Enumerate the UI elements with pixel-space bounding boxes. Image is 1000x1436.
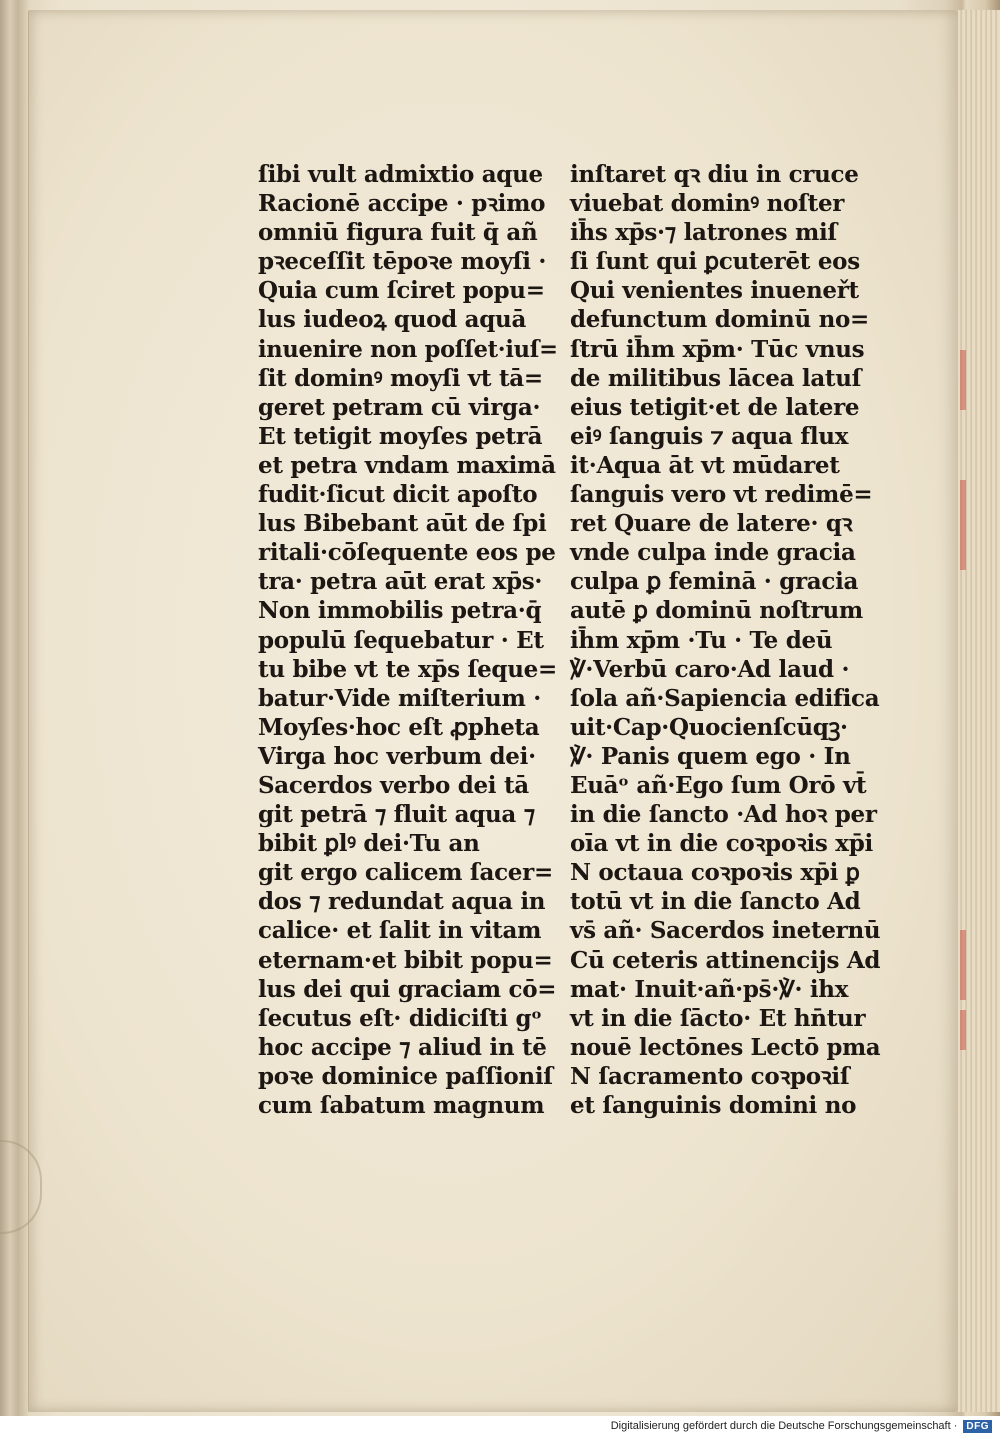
text-line: cum ſabatum magnum	[258, 1092, 545, 1119]
text-line: ſibi vult admixtio aque	[258, 161, 543, 188]
text-line: eiꝰ ſanguis ⁊ aqua flux	[570, 422, 849, 450]
text-line: populū ſequebatur · Et	[258, 626, 544, 654]
text-line: ſanguis vero vt redimē=	[570, 481, 873, 509]
fore-edge	[958, 10, 1000, 1412]
text-line: uit·Cap·Quocienſcūqꝫ·	[570, 713, 848, 741]
text-line: eius tetigit·et de latere	[570, 393, 860, 421]
text-line: omniū figura fuit q̄ añ	[258, 219, 538, 247]
text-line: Non immobilis petra·q̄	[258, 597, 542, 625]
text-line: Qui venientes inueneřt	[570, 277, 859, 305]
text-line: oīa vt in die coꝛpoꝛis xp̄i	[570, 830, 873, 858]
text-line: Sacerdos verbo dei tā	[258, 771, 529, 799]
text-line: geret petram cū virga·	[258, 393, 541, 421]
text-line: batur·Vide miſterium ·	[258, 684, 541, 712]
text-line: git petrā ⁊ fluit aqua ⁊	[258, 801, 535, 829]
text-line: culpa ꝑ feminā · gracia	[570, 568, 859, 596]
text-line: viuebat dominꝰ noſter	[570, 190, 845, 218]
text-line: ſi ſunt qui ꝑcuterēt eos	[570, 248, 860, 276]
text-line: Euāᵒ añ·Ego ſum Orō vt̄	[570, 771, 867, 799]
text-line: in die ſancto ·Ad hoꝛ per	[570, 801, 877, 829]
text-line: hoc accipe ⁊ aliud in tē	[258, 1033, 547, 1061]
text-line: Et tetigit moyſes petrā	[258, 422, 543, 450]
text-line: lus dei qui graciam cō=	[258, 975, 557, 1003]
text-line: dos ⁊ redundat aqua in	[258, 888, 546, 916]
text-line: eternam·et bibit popu=	[258, 946, 553, 974]
text-line: de militibus lācea latuſ	[570, 364, 862, 392]
text-line: totū vt in die ſancto Ad	[570, 888, 861, 916]
text-line: poꝛe dominice paſſioniſ	[258, 1062, 553, 1090]
right-text-column	[570, 160, 880, 1120]
text-line: lus Bibebant aūt de ſpi	[258, 510, 547, 538]
text-line: N octaua coꝛpoꝛis xp̄i ꝑ	[570, 859, 860, 887]
text-line: pꝛeceſſit tēpoꝛe moyſi ·	[258, 248, 547, 276]
text-line: Racionē accipe · pꝛimo	[258, 190, 546, 218]
text-line: it·Aqua āt vt mūdaret	[570, 451, 840, 479]
credit-bar	[0, 1416, 1000, 1436]
text-line: autē ꝑ dominū noſtrum	[570, 597, 863, 625]
text-line: Cū ceteris attinencijs Ad	[570, 946, 881, 974]
text-line: ih̄s xp̄s·⁊ latrones miſ	[570, 219, 838, 247]
text-line: git ergo calicem ſacer=	[258, 859, 553, 887]
text-line: vs̄ añ· Sacerdos ineternū	[570, 917, 881, 945]
text-line: ret Quare de latere· qꝛ	[570, 510, 853, 538]
text-line: et ſanguinis domini no	[570, 1092, 857, 1119]
text-line: Virga hoc verbum dei·	[258, 742, 536, 770]
text-line: defunctum dominū no=	[570, 306, 870, 334]
text-line: mat· Inuit·añ·ps̄·℣· ihx	[570, 975, 849, 1003]
text-line: vnde culpa inde gracia	[570, 539, 856, 567]
text-line: nouē lectōnes Lectō pma	[570, 1033, 881, 1061]
text-line: ſit dominꝰ moyſi vt tā=	[258, 364, 543, 392]
text-line: tra· petra aūt erat xp̄s·	[258, 568, 543, 596]
text-line: Quia cum ſciret popu=	[258, 277, 545, 305]
text-line: bibit ꝑlꝰ dei·Tu an	[258, 830, 480, 858]
text-line: inuenire non poſſet·iuſ=	[258, 335, 558, 363]
text-line: inſtaret qꝛ diu in cruce	[570, 161, 859, 188]
left-text-column	[258, 160, 558, 1120]
text-line: vt in die ſācto· Et hn̄tur	[570, 1004, 866, 1032]
text-line: ritali·cōſequente eos pe	[258, 539, 556, 567]
text-line: fudit·ſicut dicit apoſto	[258, 481, 538, 509]
text-line: calice· et ſalit in vitam	[258, 917, 542, 945]
text-line: tu bibe vt te xp̄s ſeque=	[258, 655, 557, 683]
text-line: ℣·Verbū caro·Ad laud ·	[570, 655, 850, 683]
text-line: ih̄m xp̄m ·Tu · Te deū	[570, 626, 833, 654]
text-line: ſecutus eſt· didiciſti gᵒ	[258, 1004, 542, 1032]
text-line: lus iudeoꝝ quod aquā	[258, 306, 527, 334]
text-line: N ſacramento coꝛpoꝛiſ	[570, 1062, 850, 1090]
text-line: ℣· Panis quem ego · In	[570, 742, 851, 770]
credit-text: Digitalisierung gefördert durch die Deutsche Forschungsgemeinschaft ·	[610, 1420, 958, 1432]
text-line: ſtrū ih̄m xp̄m· Tūc vnus	[570, 335, 865, 363]
text-line: Moyſes·hoc eſt ꝓpheta	[258, 713, 540, 741]
dfg-logo: DFG	[963, 1420, 992, 1433]
text-line: et petra vndam maximā	[258, 451, 556, 479]
text-line: ſola añ·Sapiencia edifica	[570, 684, 880, 712]
